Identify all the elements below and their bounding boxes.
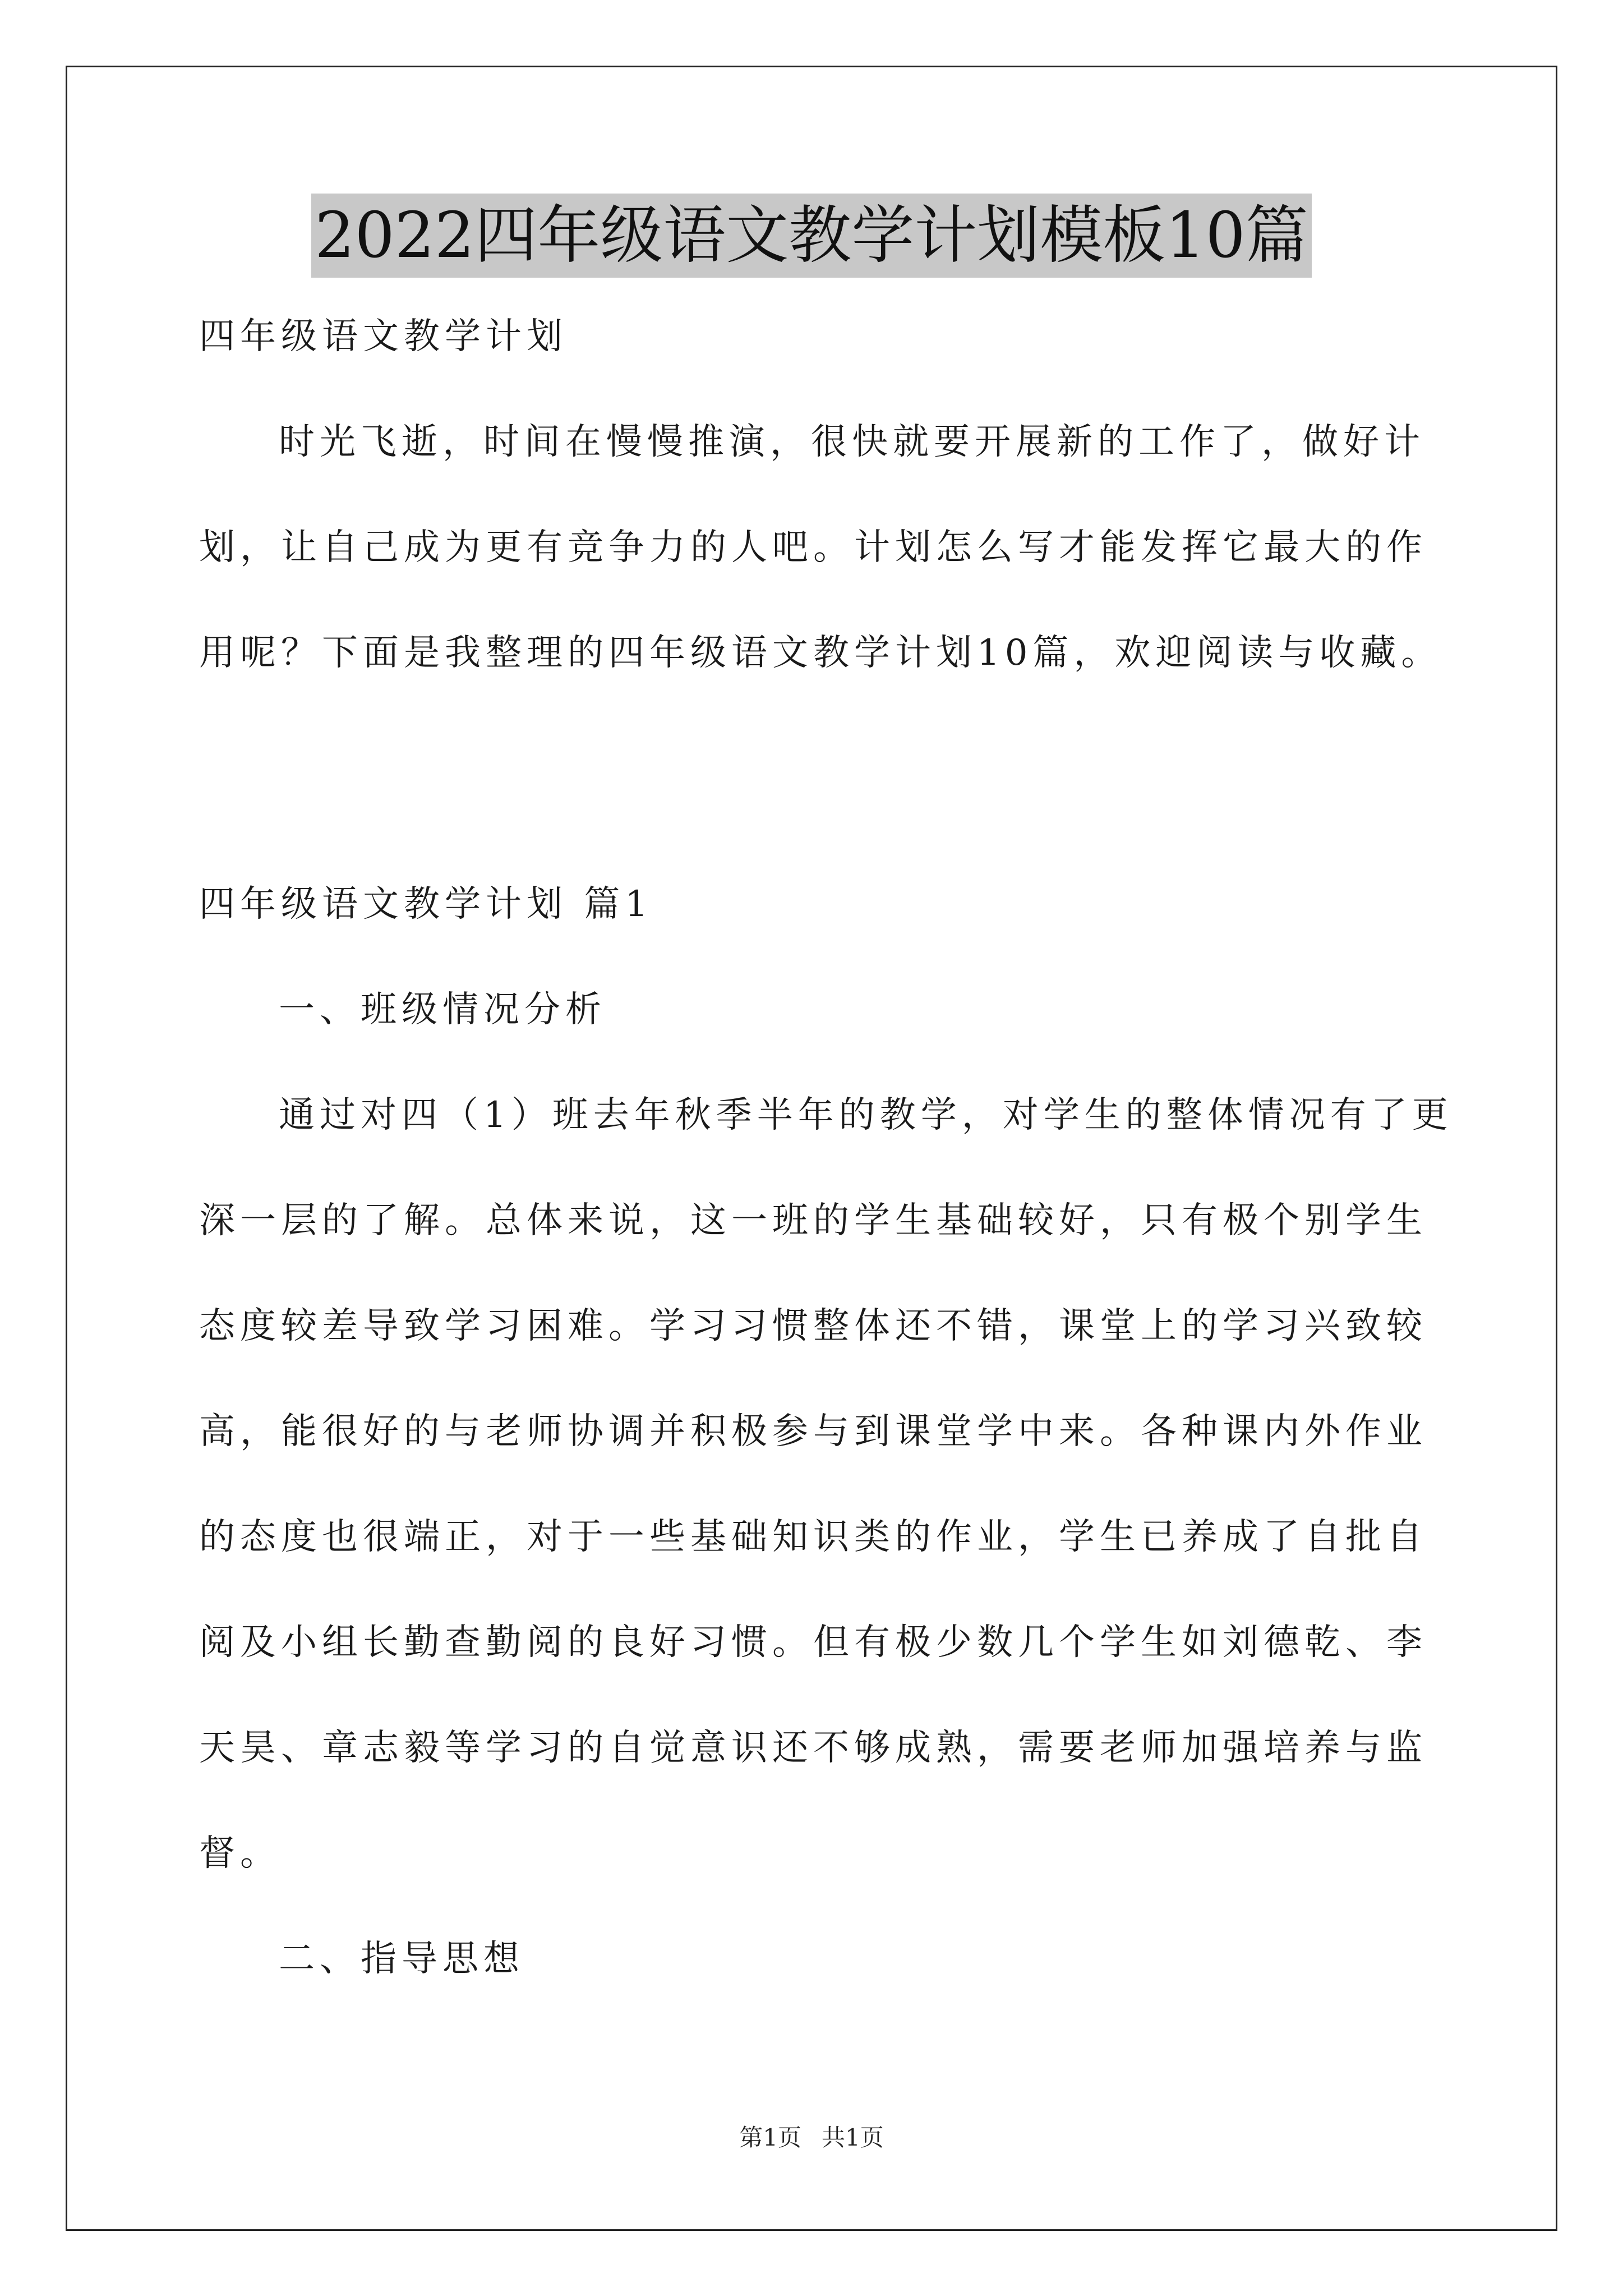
paragraph-line: 的态度也很端正，对于一些基础知识类的作业，学生已养成了自批自 (199, 1516, 1427, 1558)
section-heading: 四年级语文教学计划 篇1 (199, 884, 653, 925)
paragraph-line: 通过对四（1）班去年秋季半年的教学，对学生的整体情况有了更 (279, 1094, 1453, 1136)
page-number: 第1页 (739, 2124, 801, 2151)
subsection-heading: 二、指导思想 (279, 1938, 524, 1980)
paragraph-line: 督。 (199, 1833, 281, 1874)
page-footer (0, 2122, 1623, 2154)
document-title: 2022四年级语文教学计划模板10篇 (311, 194, 1312, 278)
page-border (66, 66, 1557, 2231)
paragraph-line: 时光飞逝，时间在慢慢推演，很快就要开展新的工作了，做好计 (279, 421, 1425, 463)
paragraph-line: 划，让自己成为更有竞争力的人吧。计划怎么写才能发挥它最大的作 (199, 527, 1427, 568)
paragraph-line: 阅及小组长勤查勤阅的良好习惯。但有极少数几个学生如刘德乾、李 (199, 1622, 1427, 1663)
section-heading: 四年级语文教学计划 (199, 316, 568, 357)
paragraph-line: 用呢？下面是我整理的四年级语文教学计划10篇，欢迎阅读与收藏。 (199, 632, 1442, 674)
page-total: 共1页 (822, 2124, 884, 2151)
paragraph-line: 高，能很好的与老师协调并积极参与到课堂学中来。各种课内外作业 (199, 1411, 1427, 1452)
paragraph-line: 深一层的了解。总体来说，这一班的学生基础较好，只有极个别学生 (199, 1200, 1427, 1241)
paragraph-line: 态度较差导致学习困难。学习习惯整体还不错，课堂上的学习兴致较 (199, 1305, 1427, 1347)
title-container (0, 194, 1623, 278)
paragraph-line: 天昊、章志毅等学习的自觉意识还不够成熟，需要老师加强培养与监 (199, 1727, 1427, 1769)
subsection-heading: 一、班级情况分析 (279, 989, 606, 1030)
